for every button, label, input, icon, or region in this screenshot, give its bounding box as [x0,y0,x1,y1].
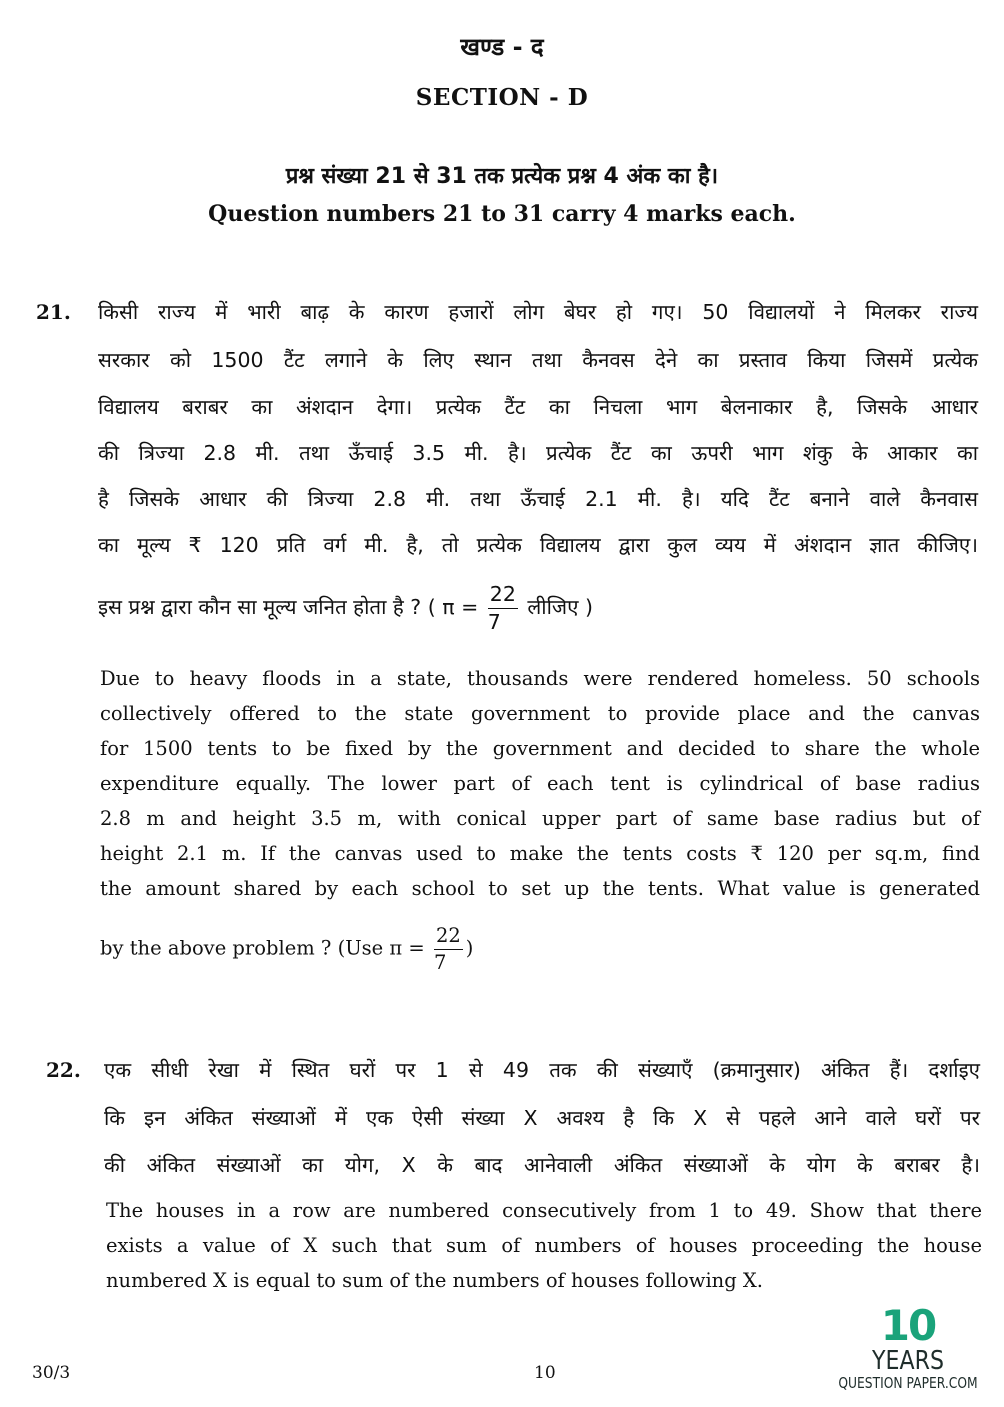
question-text-english-line: Due to heavy floods in a state, thousands were rendered homeless. 50 schools [100,667,980,690]
logo-site-name: QUESTION PAPER.COM [838,1374,978,1392]
value-question-english-end: ) [465,936,474,960]
question-text-hindi-line: सरकार को 1500 टैंट लगाने के लिए स्थान तथा कैनवस देने का प्रस्ताव किया जिसमें प्रत्येक [98,348,978,372]
pi-fraction [434,926,463,972]
value-question-hindi: इस प्रश्न द्वारा कौन सा मूल्य जनित होता है ? ( π = [98,595,479,619]
value-question-hindi-end: लीजिए ) [527,595,593,619]
value-question-english: by the above problem ? (Use π = [100,936,425,960]
question-text-english-line: expenditure equally. The lower part of each tent is cylindrical of base radius [100,772,980,795]
fraction-denominator: 7 [487,609,501,634]
question-text-hindi-line: विद्यालय बराबर का अंशदान देगा। प्रत्येक टैंट का निचला भाग बेलनाकार है, जिसके आधार [98,395,978,419]
question-text-english-line: the amount shared by each school to set up the tents. What value is generated [100,877,980,900]
question-text-hindi-line: कि इन अंकित संख्याओं में एक ऐसी संख्या X अवश्य है कि X से पहले आने वाले घरों पर [104,1106,980,1130]
question-text-hindi-line: एक सीधी रेखा में स्थित घरों पर 1 से 49 तक की संख्याएँ (क्रमानुसार) अंकित हैं। दर्शाइए [104,1058,980,1082]
marks-instruction-hindi: प्रश्न संख्या 21 से 31 तक प्रत्येक प्रश्न 4 अंक का है। [285,164,719,189]
marks-instruction-english: Question numbers 21 to 31 carry 4 marks each. [208,201,796,227]
page-number: 10 [534,1363,556,1383]
question-text-english-line: exists a value of X such that sum of numbers of houses proceeding the house [106,1234,982,1257]
question-text-hindi-line: का मूल्य ₹ 120 प्रति वर्ग मी. है, तो प्रत्येक विद्यालय द्वारा कुल व्यय में अंशदान ज्ञात कीजिए। [98,533,978,557]
paper-code: 30/3 [32,1363,71,1383]
question-text-english-line: collectively offered to the state government to provide place and the canvas [100,702,980,725]
question-text-hindi-line: की अंकित संख्याओं का योग, X के बाद आनेवाली अंकित संख्याओं के योग के बराबर है। [104,1153,980,1177]
question-text-english-line: The houses in a row are numbered consecutively from 1 to 49. Show that there [106,1199,982,1222]
question-text-english-line: numbered X is equal to sum of the numbers of houses following X. [106,1269,764,1292]
question-text-hindi-line: की त्रिज्या 2.8 मी. तथा ऊँचाई 3.5 मी. है। प्रत्येक टैंट का ऊपरी भाग शंकु के आकार का [98,441,978,465]
question-text-english-line: height 2.1 m. If the canvas used to make the tents costs ₹ 120 per sq.m, find [100,842,980,865]
fraction-denominator: 7 [433,950,447,974]
question-text-english-line: for 1500 tents to be fixed by the government and decided to share the whole [100,737,980,760]
section-heading: SECTION - D [415,84,589,111]
question-number: 22. [46,1058,81,1082]
watermark-logo [838,1301,978,1392]
logo-years: YEARS [872,1346,944,1376]
logo-number: 10 [880,1301,936,1350]
question-value-line-english [100,926,980,972]
question-text-english-line: 2.8 m and height 3.5 m, with conical upper part of same base radius but of [100,807,980,830]
question-number: 21. [36,300,71,324]
question-value-line-hindi [98,584,978,632]
pi-fraction [488,584,518,632]
fraction-numerator: 22 [434,926,463,950]
fraction-numerator: 22 [488,584,518,609]
question-text-hindi-line: किसी राज्य में भारी बाढ़ के कारण हजारों लोग बेघर हो गए। 50 विद्यालयों ने मिलकर राज्य [98,300,978,324]
question-text-hindi-line: है जिसके आधार की त्रिज्या 2.8 मी. तथा ऊँचाई 2.1 मी. है। यदि टैंट बनाने वाले कैनवास [98,487,978,511]
section-heading-hindi: खण्ड - द [460,33,544,61]
